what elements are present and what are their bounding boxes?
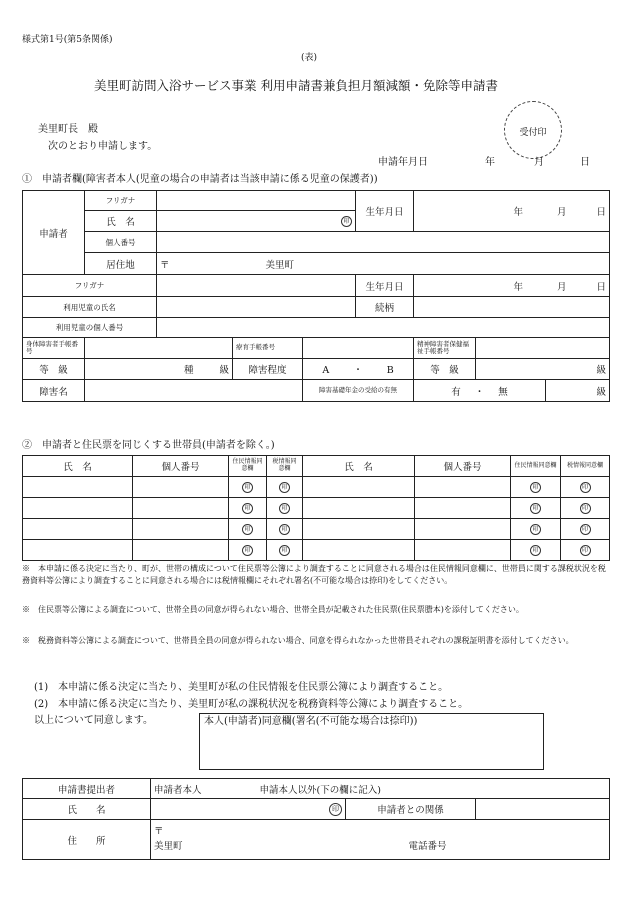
seal-icon: 印 bbox=[242, 503, 253, 514]
resident-consent-cell[interactable] bbox=[229, 477, 267, 498]
seal-icon: 印 bbox=[329, 803, 342, 816]
ryoiku-handbook-label: 療育手帳番号 bbox=[233, 338, 303, 359]
submitter-choice[interactable] bbox=[151, 779, 610, 799]
submitter-other[interactable]: 申請本人以外(下の欄に記入) bbox=[259, 784, 381, 796]
child-furigana-field[interactable] bbox=[157, 275, 356, 297]
applicant-table bbox=[22, 190, 610, 402]
personal-number-label: 個人番号 bbox=[85, 232, 157, 253]
seal-icon: 印 bbox=[580, 524, 591, 535]
seal-icon: 印 bbox=[279, 503, 290, 514]
submitter-phone-label: 電話番号 bbox=[408, 841, 447, 853]
tax-consent-cell[interactable] bbox=[267, 477, 303, 498]
date-day-label: 日 bbox=[580, 157, 590, 168]
col-number-left: 個人番号 bbox=[133, 456, 229, 477]
kyu-label: 級 bbox=[219, 365, 229, 376]
submitter-town: 美里町 bbox=[154, 841, 183, 853]
reception-stamp-label: 受付印 bbox=[519, 128, 547, 138]
name-field[interactable] bbox=[157, 211, 356, 232]
page-title: 美里町訪問入浴サービス事業 利用申請書兼負担月額減額・免除等申請書 bbox=[94, 78, 498, 93]
resident-consent-cell[interactable] bbox=[229, 519, 267, 540]
resident-consent-cell[interactable] bbox=[229, 540, 267, 561]
resident-consent-cell[interactable] bbox=[511, 477, 561, 498]
child-birth-day-label: 日 bbox=[596, 281, 607, 293]
form-number: 様式第1号(第5条関係) bbox=[22, 35, 113, 45]
seal-icon: 印 bbox=[580, 503, 591, 514]
note-2: ※ 住民票等公簿による調査について、世帯全員の同意が得られない場合、世帯全員が記載された住民票(住民票謄本)を添付してください。 bbox=[22, 605, 524, 614]
seal-icon: 印 bbox=[242, 545, 253, 556]
note-3: ※ 税務資料等公簿による調査について、世帯員全員の同意が得られない場合、同意を得られなかった世帯員それぞれの課税証明書を添付してください。 bbox=[22, 636, 574, 645]
child-furigana-label: フリガナ bbox=[23, 275, 157, 297]
consent-signature-label: 本人(申請者)同意欄(署名(不可能な場合は捺印)) bbox=[204, 716, 418, 727]
birth-day-label: 日 bbox=[596, 207, 607, 218]
physical-handbook-field[interactable] bbox=[85, 338, 233, 359]
submitter-table bbox=[22, 778, 610, 860]
member-name-field[interactable] bbox=[303, 477, 415, 498]
applicant-label: 申請者 bbox=[23, 191, 85, 275]
tax-consent-cell[interactable] bbox=[561, 498, 610, 519]
consent-item-2: (2) 本申請に係る決定に当たり、美里町が私の課税状況を税務資料等公簿により調査すること。 bbox=[34, 699, 469, 710]
table-row bbox=[23, 498, 610, 519]
member-number-field[interactable] bbox=[133, 519, 229, 540]
consent-agree-text: 以上について同意します。 bbox=[34, 715, 153, 726]
member-number-field[interactable] bbox=[415, 498, 511, 519]
col-resident-right: 住民情報同意欄 bbox=[511, 456, 561, 477]
mental-handbook-field[interactable] bbox=[476, 338, 610, 359]
child-personal-number-field[interactable] bbox=[157, 318, 610, 338]
reception-stamp-area bbox=[504, 101, 562, 159]
pension-field[interactable] bbox=[414, 380, 546, 402]
submitter-self[interactable]: 申請者本人 bbox=[154, 784, 202, 796]
residence-label: 居住地 bbox=[85, 253, 157, 275]
member-name-field[interactable] bbox=[23, 519, 133, 540]
ryoiku-handbook-field[interactable] bbox=[303, 338, 414, 359]
tax-consent-cell[interactable] bbox=[561, 519, 610, 540]
tax-consent-cell[interactable] bbox=[561, 540, 610, 561]
seal-icon: 印 bbox=[530, 524, 541, 535]
degree-a: A bbox=[322, 365, 330, 376]
seal-icon: 印 bbox=[580, 482, 591, 493]
seal-icon: 印 bbox=[530, 545, 541, 556]
seal-icon: 印 bbox=[580, 545, 591, 556]
physical-handbook-label: 身体障害者手帳番号 bbox=[23, 338, 85, 359]
mental-handbook-label: 精神障害者保健福祉手帳番号 bbox=[414, 338, 476, 359]
submitter-name-label: 氏 名 bbox=[23, 799, 151, 820]
col-number-right: 個人番号 bbox=[415, 456, 511, 477]
seal-icon: 印 bbox=[530, 482, 541, 493]
relation-field[interactable] bbox=[414, 297, 610, 318]
child-birth-year-label: 年 bbox=[513, 281, 524, 293]
member-name-field[interactable] bbox=[303, 498, 415, 519]
consent-signature-box[interactable] bbox=[199, 713, 544, 770]
submitter-address-field[interactable] bbox=[151, 820, 610, 860]
member-number-field[interactable] bbox=[133, 477, 229, 498]
tax-consent-cell[interactable] bbox=[267, 519, 303, 540]
section2-heading: ② 申請者と住民票を同じくする世帯員(申請者を除く。) bbox=[22, 440, 275, 451]
town-name: 美里町 bbox=[265, 259, 295, 271]
birth-month-label: 月 bbox=[557, 207, 567, 218]
consent-item-1: (1) 本申請に係る決定に当たり、美里町が私の住民情報を住民票公簿により調査すること。 bbox=[34, 682, 449, 693]
section1-heading: ① 申請者欄(障害者本人(児童の場合の申請者は当該申請に係る児童の保護者)) bbox=[22, 174, 378, 185]
table-row bbox=[23, 519, 610, 540]
birthdate-label: 生年月日 bbox=[356, 191, 414, 232]
member-name-field[interactable] bbox=[23, 540, 133, 561]
col-resident-left: 住民情報同意欄 bbox=[229, 456, 267, 477]
col-tax-left: 税情報同意欄 bbox=[267, 456, 303, 477]
kind-label: 種 bbox=[183, 365, 194, 376]
front-side-label: (表) bbox=[301, 53, 318, 63]
member-number-field[interactable] bbox=[133, 498, 229, 519]
mental-grade-label: 等 級 bbox=[414, 359, 476, 380]
resident-consent-cell[interactable] bbox=[511, 498, 561, 519]
grade-label: 等 級 bbox=[23, 359, 85, 380]
disability-name-field[interactable] bbox=[85, 380, 303, 402]
seal-icon: 印 bbox=[279, 524, 290, 535]
pension-no: 無 bbox=[498, 386, 508, 398]
member-name-field[interactable] bbox=[303, 519, 415, 540]
submitter-name-field[interactable] bbox=[151, 799, 346, 820]
pension-yes: 有 bbox=[451, 386, 461, 398]
col-name-left: 氏 名 bbox=[23, 456, 133, 477]
postal-mark: 〒 bbox=[160, 259, 170, 271]
seal-icon: 印 bbox=[279, 545, 290, 556]
seal-icon: 印 bbox=[242, 524, 253, 535]
personal-number-field[interactable] bbox=[157, 232, 610, 253]
seal-icon: 印 bbox=[341, 216, 352, 227]
child-personal-number-label: 利用児童の個人番号 bbox=[23, 318, 157, 338]
tax-consent-cell[interactable] bbox=[267, 540, 303, 561]
degree-b: B bbox=[386, 365, 394, 376]
furigana-label: フリガナ bbox=[85, 191, 157, 211]
member-number-field[interactable] bbox=[133, 540, 229, 561]
seal-icon: 印 bbox=[530, 503, 541, 514]
child-name-field[interactable] bbox=[157, 297, 356, 318]
date-year-label: 年 bbox=[485, 157, 495, 168]
resident-consent-cell[interactable] bbox=[511, 519, 561, 540]
submitter-postal-mark: 〒 bbox=[154, 826, 164, 837]
tax-consent-cell[interactable] bbox=[561, 477, 610, 498]
degree-field[interactable] bbox=[303, 359, 414, 380]
resident-consent-cell[interactable] bbox=[229, 498, 267, 519]
pension-grade-field[interactable] bbox=[546, 380, 610, 402]
child-birth-month-label: 月 bbox=[557, 281, 567, 293]
child-name-label: 利用児童の氏名 bbox=[23, 297, 157, 318]
child-birthdate-field[interactable] bbox=[414, 275, 610, 297]
table-row bbox=[23, 477, 610, 498]
seal-icon: 印 bbox=[279, 482, 290, 493]
name-label: 氏 名 bbox=[85, 211, 157, 232]
mental-grade-field[interactable] bbox=[476, 359, 610, 380]
submitter-relation-field[interactable] bbox=[476, 799, 610, 820]
intro-text: 次のとおり申請します。 bbox=[48, 141, 158, 152]
residence-field[interactable] bbox=[157, 253, 610, 275]
furigana-field[interactable] bbox=[157, 191, 356, 211]
degree-dot: ・ bbox=[353, 365, 363, 376]
mental-kyu-label: 級 bbox=[596, 365, 607, 376]
table-row bbox=[23, 540, 610, 561]
seal-icon: 印 bbox=[242, 482, 253, 493]
household-table bbox=[22, 455, 610, 561]
member-name-field[interactable] bbox=[303, 540, 415, 561]
member-number-field[interactable] bbox=[415, 540, 511, 561]
child-birthdate-label: 生年月日 bbox=[356, 275, 414, 297]
tax-consent-cell[interactable] bbox=[267, 498, 303, 519]
member-number-field[interactable] bbox=[415, 477, 511, 498]
member-name-field[interactable] bbox=[23, 477, 133, 498]
disability-name-label: 障害名 bbox=[23, 380, 85, 402]
pension-dot: ・ bbox=[474, 386, 485, 398]
col-tax-right: 税情報同意欄 bbox=[561, 456, 610, 477]
birth-year-label: 年 bbox=[513, 207, 524, 218]
pension-label: 障害基礎年金の受給の有無 bbox=[303, 380, 414, 402]
addressee: 美里町長 殿 bbox=[38, 124, 98, 135]
birthdate-field[interactable] bbox=[414, 191, 610, 232]
relation-label: 続柄 bbox=[356, 297, 414, 318]
note-1: ※ 本申請に係る決定に当たり、町が、世帯の構成について住民票等公簿により調査することに同意される場合は住民情報同意欄に、世帯員に関する課税状況を税務資料等公簿により調査することに同意される場合には税情報欄にそれぞれ署名(不可能な場合は捺印)をしてください。 bbox=[22, 564, 606, 585]
submitter-address-label: 住 所 bbox=[23, 820, 151, 860]
submitter-relation-label: 申請者との関係 bbox=[346, 799, 476, 820]
resident-consent-cell[interactable] bbox=[511, 540, 561, 561]
date-month-label: 月 bbox=[534, 157, 544, 168]
physical-grade-field[interactable] bbox=[85, 359, 233, 380]
submitter-label: 申請書提出者 bbox=[23, 779, 151, 799]
col-name-right: 氏 名 bbox=[303, 456, 415, 477]
degree-label: 障害程度 bbox=[233, 359, 303, 380]
member-name-field[interactable] bbox=[23, 498, 133, 519]
application-date-label: 申請年月日 bbox=[378, 157, 428, 168]
member-number-field[interactable] bbox=[415, 519, 511, 540]
pension-kyu-label: 級 bbox=[596, 386, 607, 398]
